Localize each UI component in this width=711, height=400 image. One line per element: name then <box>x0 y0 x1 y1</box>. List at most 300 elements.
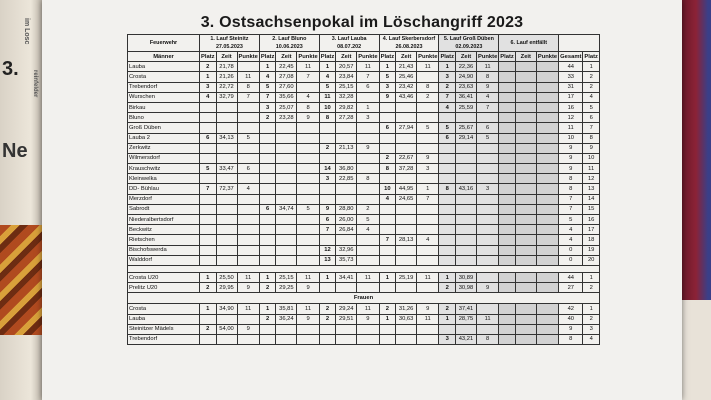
header-zeit: Zeit <box>515 52 536 62</box>
cell-punkte: 8 <box>357 174 379 184</box>
cell-platz <box>200 204 217 214</box>
cell-punkte: 11 <box>357 272 379 282</box>
cell-zeit <box>216 204 237 214</box>
cell-punkte <box>237 235 259 245</box>
cell-punkte <box>237 153 259 163</box>
cell-platz <box>439 225 456 235</box>
cell-gesamt: 42 <box>559 304 583 314</box>
cell-platz <box>499 194 516 204</box>
cell-platz <box>439 143 456 153</box>
cell-zeit: 22,85 <box>336 174 357 184</box>
cell-platz: 1 <box>200 272 217 282</box>
cell-zeit <box>455 204 476 214</box>
cell-punkte: 8 <box>237 82 259 92</box>
cell-platz: 1 <box>319 62 336 72</box>
cell-platz <box>379 204 396 214</box>
cell-rank: 18 <box>583 235 600 245</box>
cell-punkte <box>237 334 259 344</box>
cell-zeit: 24,65 <box>396 194 417 204</box>
cell-platz: 4 <box>379 194 396 204</box>
cell-gesamt: 7 <box>559 194 583 204</box>
cell-platz: 2 <box>200 62 217 72</box>
cell-punkte <box>536 334 558 344</box>
cell-punkte: 11 <box>357 62 379 72</box>
cell-platz <box>379 215 396 225</box>
cell-rank: 13 <box>583 184 600 194</box>
cell-zeit: 37,28 <box>396 164 417 174</box>
header-platz: Platz <box>200 52 217 62</box>
cell-zeit: 37,41 <box>455 304 476 314</box>
cell-zeit: 36,80 <box>336 164 357 174</box>
cell-zeit: 30,89 <box>455 272 476 282</box>
cell-zeit <box>276 324 297 334</box>
cell-platz <box>319 283 336 293</box>
cell-punkte <box>357 334 379 344</box>
cell-punkte <box>536 92 558 102</box>
cell-zeit: 29,14 <box>455 133 476 143</box>
run-date: 08.07.202 <box>337 44 362 50</box>
cell-platz <box>319 324 336 334</box>
cell-zeit: 31,26 <box>396 304 417 314</box>
cell-rank: 17 <box>583 225 600 235</box>
cell-platz <box>439 164 456 174</box>
team-name: Merzdorf <box>128 194 200 204</box>
header-run <box>439 35 499 52</box>
header-run <box>319 35 379 52</box>
header-platz: Platz <box>379 52 396 62</box>
cell-punkte <box>536 102 558 112</box>
table-row <box>128 123 600 133</box>
cell-zeit: 27,60 <box>276 82 297 92</box>
table-row <box>128 62 600 72</box>
cell-rank: 14 <box>583 194 600 204</box>
cell-platz: 8 <box>439 184 456 194</box>
team-name: Lauba <box>128 62 200 72</box>
cell-zeit <box>515 72 536 82</box>
cell-punkte <box>536 215 558 225</box>
cell-platz <box>499 255 516 265</box>
cell-punkte <box>536 153 558 163</box>
cell-punkte <box>536 82 558 92</box>
cell-rank: 11 <box>583 164 600 174</box>
team-name: Trebendorf <box>128 82 200 92</box>
cell-punkte <box>237 255 259 265</box>
cell-platz <box>439 204 456 214</box>
cell-zeit <box>276 215 297 225</box>
cell-punkte <box>357 283 379 293</box>
cell-platz: 4 <box>439 102 456 112</box>
run-date: 10.06.2023 <box>275 44 303 50</box>
cell-punkte <box>476 174 498 184</box>
cell-zeit <box>396 133 417 143</box>
cell-gesamt: 44 <box>559 62 583 72</box>
cell-zeit <box>515 82 536 92</box>
cell-zeit: 21,13 <box>336 143 357 153</box>
header-platz: Platz <box>499 52 516 62</box>
cell-zeit: 25,67 <box>455 123 476 133</box>
cell-platz <box>259 194 276 204</box>
cell-platz: 6 <box>439 133 456 143</box>
cell-platz <box>259 334 276 344</box>
cell-platz: 1 <box>259 272 276 282</box>
cell-punkte <box>297 174 319 184</box>
cell-platz <box>379 133 396 143</box>
cell-zeit: 33,47 <box>216 164 237 174</box>
cell-platz <box>319 184 336 194</box>
cell-platz: 1 <box>439 314 456 324</box>
section-frauen: Frauen <box>128 293 600 304</box>
cell-gesamt: 9 <box>559 324 583 334</box>
cell-zeit <box>276 334 297 344</box>
right-strip <box>681 300 711 400</box>
cell-zeit: 35,66 <box>276 92 297 102</box>
cell-punkte: 1 <box>417 184 439 194</box>
cell-zeit: 28,13 <box>396 235 417 245</box>
cell-punkte <box>297 324 319 334</box>
header-run <box>259 35 319 52</box>
cell-gesamt: 12 <box>559 113 583 123</box>
cell-punkte <box>536 72 558 82</box>
cell-rank: 3 <box>583 324 600 334</box>
table-row <box>128 143 600 153</box>
cell-zeit: 28,75 <box>455 314 476 324</box>
cell-platz <box>439 194 456 204</box>
cell-platz <box>259 153 276 163</box>
cell-zeit <box>336 123 357 133</box>
cell-zeit <box>336 283 357 293</box>
cell-punkte: 11 <box>237 72 259 82</box>
run-name: 4. Lauf Skerbersdorf <box>382 36 436 42</box>
cell-zeit: 34,41 <box>336 272 357 282</box>
cell-zeit <box>216 334 237 344</box>
cell-platz <box>439 245 456 255</box>
cell-punkte <box>417 324 439 334</box>
cell-zeit <box>515 153 536 163</box>
cell-zeit <box>276 245 297 255</box>
cell-platz: 4 <box>319 72 336 82</box>
cell-platz <box>499 174 516 184</box>
cell-platz: 2 <box>259 283 276 293</box>
cell-platz <box>259 174 276 184</box>
team-name: Kleinwelka <box>128 174 200 184</box>
cell-gesamt: 5 <box>559 215 583 225</box>
cell-zeit: 23,84 <box>336 72 357 82</box>
cell-platz <box>499 204 516 214</box>
cell-gesamt: 17 <box>559 92 583 102</box>
cell-zeit <box>515 334 536 344</box>
cell-punkte <box>357 235 379 245</box>
cell-platz: 4 <box>200 92 217 102</box>
cell-zeit: 54,00 <box>216 324 237 334</box>
spacer-cell <box>128 265 600 272</box>
poster-graphic <box>0 225 44 335</box>
cell-platz: 12 <box>319 245 336 255</box>
cell-platz: 1 <box>200 72 217 82</box>
cell-zeit <box>336 235 357 245</box>
cell-zeit: 25,46 <box>396 72 417 82</box>
cell-punkte: 9 <box>417 153 439 163</box>
cell-platz <box>200 113 217 123</box>
run-name: 1. Lauf Steinitz <box>210 36 249 42</box>
cell-platz <box>259 184 276 194</box>
team-name: Wilmersdorf <box>128 153 200 163</box>
cell-zeit: 22,67 <box>396 153 417 163</box>
cell-punkte <box>536 314 558 324</box>
cell-punkte: 11 <box>476 62 498 72</box>
cell-rank: 4 <box>583 92 600 102</box>
cell-platz <box>200 123 217 133</box>
cell-punkte <box>237 204 259 214</box>
cell-zeit <box>216 215 237 225</box>
cell-punkte <box>237 113 259 123</box>
cell-platz: 11 <box>319 92 336 102</box>
cell-rank: 20 <box>583 255 600 265</box>
cell-punkte <box>536 184 558 194</box>
cell-punkte <box>536 245 558 255</box>
cell-zeit <box>276 184 297 194</box>
cell-punkte: 11 <box>297 62 319 72</box>
cell-platz <box>499 164 516 174</box>
cell-zeit <box>396 204 417 214</box>
cell-zeit: 24,90 <box>455 72 476 82</box>
cell-zeit: 22,72 <box>216 82 237 92</box>
header-gesamt-blank <box>559 35 600 52</box>
run-name: 5. Lauf Groß Düben <box>443 36 494 42</box>
team-name: Krauschwitz <box>128 164 200 174</box>
header-punkte: Punkte <box>417 52 439 62</box>
cell-zeit <box>515 62 536 72</box>
cell-punkte: 9 <box>297 283 319 293</box>
cell-punkte: 5 <box>357 215 379 225</box>
cell-zeit <box>455 153 476 163</box>
cell-platz: 1 <box>379 314 396 324</box>
cell-punkte <box>476 204 498 214</box>
cell-platz: 3 <box>379 82 396 92</box>
cell-platz: 3 <box>200 82 217 92</box>
cell-zeit <box>515 324 536 334</box>
cell-punkte <box>536 272 558 282</box>
cell-platz: 14 <box>319 164 336 174</box>
cell-zeit <box>515 194 536 204</box>
cell-platz <box>379 255 396 265</box>
poster-text: Ne <box>2 140 28 162</box>
cell-punkte: 11 <box>297 272 319 282</box>
cell-zeit <box>396 143 417 153</box>
cell-platz <box>499 245 516 255</box>
cell-zeit <box>515 215 536 225</box>
cell-platz: 2 <box>200 324 217 334</box>
cell-platz: 13 <box>319 255 336 265</box>
cell-platz: 6 <box>379 123 396 133</box>
cell-punkte <box>536 304 558 314</box>
cell-punkte <box>417 255 439 265</box>
team-name: Wurschen <box>128 92 200 102</box>
cell-zeit <box>336 194 357 204</box>
header-platz: Platz <box>259 52 276 62</box>
team-name: Sabrodt <box>128 204 200 214</box>
cell-platz <box>319 334 336 344</box>
table-row <box>128 245 600 255</box>
header-punkte: Punkte <box>297 52 319 62</box>
cell-platz: 1 <box>439 272 456 282</box>
team-name: Lauba <box>128 314 200 324</box>
cell-platz <box>499 272 516 282</box>
header-zeit: Zeit <box>276 52 297 62</box>
cell-rank: 9 <box>583 143 600 153</box>
cell-zeit <box>216 143 237 153</box>
cell-punkte <box>536 133 558 143</box>
cell-zeit: 21,43 <box>396 62 417 72</box>
cell-zeit <box>455 215 476 225</box>
cell-platz <box>319 133 336 143</box>
cell-zeit: 22,36 <box>455 62 476 72</box>
cell-platz <box>499 314 516 324</box>
cell-zeit <box>455 255 476 265</box>
cell-rank: 2 <box>583 72 600 82</box>
cell-punkte <box>357 324 379 334</box>
cell-zeit <box>276 225 297 235</box>
table-row <box>128 164 600 174</box>
cell-rank: 12 <box>583 174 600 184</box>
cell-zeit: 32,79 <box>216 92 237 102</box>
table-row <box>128 153 600 163</box>
cell-zeit <box>396 324 417 334</box>
cell-platz <box>200 225 217 235</box>
cell-punkte: 5 <box>476 133 498 143</box>
cell-platz <box>200 245 217 255</box>
cell-rank: 1 <box>583 62 600 72</box>
cell-punkte <box>297 235 319 245</box>
cell-gesamt: 40 <box>559 314 583 324</box>
cell-rank: 7 <box>583 123 600 133</box>
cell-zeit: 25,50 <box>216 272 237 282</box>
cell-punkte: 9 <box>297 314 319 324</box>
cell-punkte <box>357 153 379 163</box>
table-row <box>128 283 600 293</box>
cell-punkte <box>237 143 259 153</box>
cell-zeit <box>216 194 237 204</box>
cell-punkte: 8 <box>417 82 439 92</box>
cell-punkte: 9 <box>237 283 259 293</box>
cell-punkte <box>297 153 319 163</box>
cell-zeit <box>276 255 297 265</box>
cell-punkte: 6 <box>357 82 379 92</box>
cell-platz <box>379 113 396 123</box>
cell-zeit <box>276 123 297 133</box>
team-name: DD- Bühlau <box>128 184 200 194</box>
cell-platz: 4 <box>259 72 276 82</box>
cell-punkte: 7 <box>237 92 259 102</box>
cell-zeit <box>515 314 536 324</box>
cell-platz: 2 <box>319 314 336 324</box>
cell-punkte <box>417 143 439 153</box>
header-feuerwehr: Feuerwehr <box>128 35 200 52</box>
cell-punkte <box>237 245 259 255</box>
team-name: Prelitz U20 <box>128 283 200 293</box>
cell-punkte: 2 <box>357 204 379 214</box>
header-platz: Platz <box>439 52 456 62</box>
header-platz: Platz <box>319 52 336 62</box>
cell-punkte <box>357 123 379 133</box>
cell-platz <box>439 174 456 184</box>
header-punkte: Punkte <box>536 52 558 62</box>
cell-punkte <box>417 225 439 235</box>
cell-platz: 1 <box>259 62 276 72</box>
cell-zeit <box>515 143 536 153</box>
cell-platz: 1 <box>259 304 276 314</box>
cell-zeit <box>455 164 476 174</box>
cell-zeit <box>276 164 297 174</box>
cell-gesamt: 9 <box>559 164 583 174</box>
cell-zeit <box>216 102 237 112</box>
cell-platz: 5 <box>200 164 217 174</box>
cell-zeit <box>515 133 536 143</box>
cell-zeit <box>276 174 297 184</box>
cell-punkte <box>536 62 558 72</box>
cell-platz: 8 <box>319 113 336 123</box>
cell-punkte <box>297 215 319 225</box>
cell-punkte <box>536 194 558 204</box>
run-name: 2. Lauf Bluno <box>272 36 307 42</box>
cell-platz: 10 <box>379 184 396 194</box>
cell-punkte: 5 <box>417 123 439 133</box>
team-name: Birkau <box>128 102 200 112</box>
cell-platz <box>319 123 336 133</box>
cell-zeit: 72,37 <box>216 184 237 194</box>
cell-zeit: 34,74 <box>276 204 297 214</box>
cell-zeit: 26,00 <box>336 215 357 225</box>
cell-platz <box>499 72 516 82</box>
team-name: Crosta <box>128 304 200 314</box>
cell-zeit <box>396 334 417 344</box>
cell-platz: 1 <box>200 304 217 314</box>
cell-platz: 7 <box>319 225 336 235</box>
cell-zeit <box>515 123 536 133</box>
cell-platz: 2 <box>259 314 276 324</box>
cell-zeit <box>216 225 237 235</box>
cell-zeit <box>216 235 237 245</box>
cell-punkte <box>297 82 319 92</box>
cell-platz: 2 <box>439 82 456 92</box>
cell-punkte: 4 <box>237 184 259 194</box>
cell-gesamt: 8 <box>559 184 583 194</box>
cell-punkte <box>417 133 439 143</box>
cell-zeit: 27,08 <box>276 72 297 82</box>
cell-punkte: 8 <box>476 334 498 344</box>
cell-punkte: 7 <box>417 194 439 204</box>
cell-punkte <box>536 235 558 245</box>
cell-zeit <box>396 174 417 184</box>
cell-platz <box>379 245 396 255</box>
team-name: Groß Düben <box>128 123 200 133</box>
cell-rank: 16 <box>583 215 600 225</box>
cell-platz <box>499 133 516 143</box>
header-run <box>200 35 260 52</box>
cell-punkte: 4 <box>357 225 379 235</box>
cell-punkte <box>357 194 379 204</box>
cell-zeit: 30,98 <box>455 283 476 293</box>
cell-punkte <box>237 314 259 324</box>
cell-platz <box>259 255 276 265</box>
header-platz-total: Platz <box>583 52 600 62</box>
cell-platz <box>499 82 516 92</box>
header-run <box>379 35 439 52</box>
cell-punkte <box>476 215 498 225</box>
cell-zeit: 43,16 <box>455 184 476 194</box>
cell-gesamt: 8 <box>559 334 583 344</box>
cell-punkte <box>536 204 558 214</box>
cell-punkte <box>476 143 498 153</box>
